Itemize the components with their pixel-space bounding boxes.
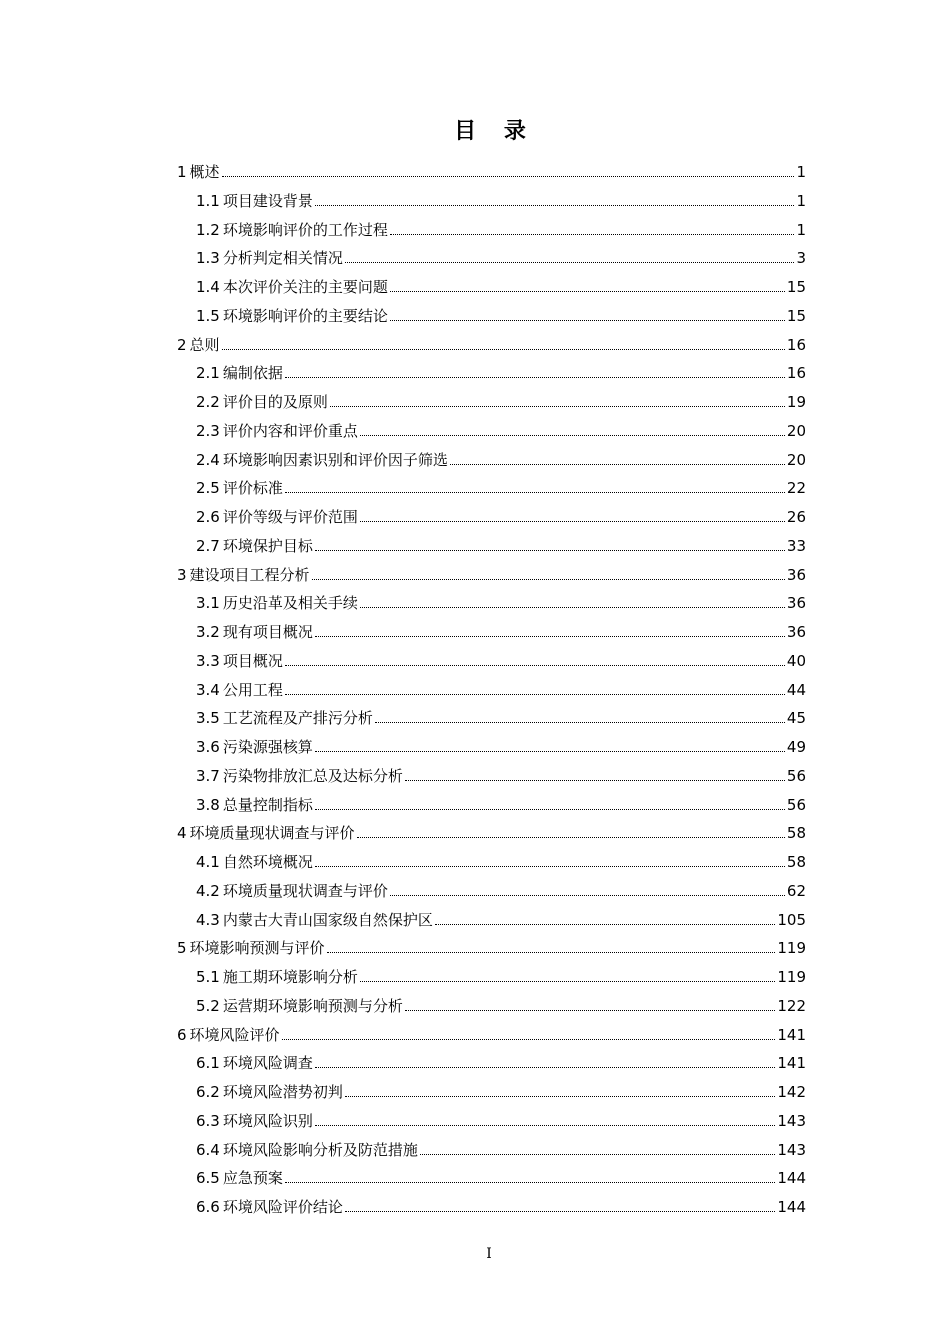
toc-dot-leader	[360, 521, 785, 522]
toc-entry-number: 3.4	[196, 680, 220, 699]
toc-entry-label: 污染物排放汇总及达标分析	[222, 766, 403, 785]
toc-entry[interactable]	[196, 269, 806, 297]
toc-entry-page: 119	[777, 968, 806, 986]
toc-entry-page: 119	[777, 939, 806, 958]
toc-entry-number: 2.3	[196, 421, 220, 440]
toc-entry[interactable]	[196, 902, 806, 930]
toc-entry-page: 1	[796, 191, 806, 210]
toc-entry-page: 58	[786, 853, 806, 871]
toc-entry-number: 1.1	[196, 191, 220, 210]
toc-entry-page: 1	[796, 163, 806, 181]
toc-entry[interactable]	[196, 614, 806, 642]
toc-entry-label: 工艺流程及产排污分析	[222, 709, 373, 728]
toc-entry-number: 6	[177, 1025, 187, 1044]
toc-entry-page: 16	[786, 335, 806, 354]
toc-entry[interactable]	[196, 959, 806, 987]
toc-entry-number: 6.6	[196, 1198, 220, 1216]
toc-dot-leader	[360, 607, 785, 608]
toc-entry-number: 6.2	[196, 1083, 220, 1101]
toc-entry-page: 20	[786, 421, 806, 440]
toc-entry-number: 3.3	[196, 651, 220, 670]
toc-entry[interactable]	[196, 643, 806, 671]
toc-entry-number: 4.1	[196, 853, 220, 871]
toc-entry[interactable]	[196, 499, 806, 527]
toc-entry-page: 141	[777, 1054, 806, 1073]
toc-entry-number: 4.2	[196, 881, 220, 900]
toc-entry-page: 36	[786, 623, 806, 641]
toc-entry-page: 56	[786, 795, 806, 814]
toc-entry-number: 3.6	[196, 738, 220, 756]
toc-entry-number: 2.4	[196, 450, 220, 469]
toc-dot-leader	[285, 665, 785, 666]
toc-entry-number: 5	[177, 939, 187, 958]
toc-dot-leader	[285, 377, 785, 378]
toc-entry[interactable]	[196, 183, 806, 211]
toc-entry-label: 公用工程	[222, 680, 283, 699]
toc-entry-label: 项目概况	[222, 651, 283, 670]
toc-entry-number: 2.2	[196, 393, 220, 411]
toc-entry-page: 49	[786, 738, 806, 756]
toc-entry[interactable]	[177, 557, 806, 585]
toc-entry[interactable]	[196, 988, 806, 1016]
toc-entry-number: 4	[177, 824, 187, 843]
toc-entry-page: 16	[786, 364, 806, 383]
toc-dot-leader	[345, 1211, 775, 1212]
toc-dot-leader	[375, 722, 785, 723]
toc-entry-page: 143	[777, 1111, 806, 1130]
toc-dot-leader	[285, 1182, 775, 1183]
toc-entry-number: 5.1	[196, 968, 220, 986]
toc-entry[interactable]	[177, 327, 806, 355]
toc-dot-leader	[405, 780, 785, 781]
toc-entry-page: 58	[786, 824, 806, 843]
toc-entry-number: 3.5	[196, 709, 220, 728]
toc-entry-number: 3.7	[196, 766, 220, 785]
toc-entry-label: 现有项目概况	[222, 623, 313, 641]
toc-entry-label: 环境风险潜势初判	[222, 1083, 343, 1101]
page-title: 目 录	[454, 119, 536, 144]
toc-entry-number: 5.2	[196, 996, 220, 1015]
toc-dot-leader	[285, 694, 785, 695]
toc-dot-leader	[285, 492, 785, 493]
toc-dot-leader	[315, 866, 785, 867]
toc-dot-leader	[390, 234, 795, 235]
toc-dot-leader	[390, 895, 785, 896]
toc-dot-leader	[315, 1125, 775, 1126]
toc-entry[interactable]	[196, 470, 806, 498]
toc-entry-label: 应急预案	[222, 1169, 283, 1188]
toc-entry-number: 3.2	[196, 623, 220, 641]
toc-dot-leader	[315, 751, 785, 752]
toc-entry-page: 45	[786, 709, 806, 728]
toc-dot-leader	[360, 981, 775, 982]
toc-entry-page: 22	[786, 479, 806, 498]
toc-entry-label: 本次评价关注的主要问题	[222, 278, 388, 296]
toc-entry-label: 环境影响因素识别和评价因子筛选	[222, 450, 448, 469]
toc-dot-leader	[315, 809, 785, 810]
toc-entry-page: 122	[777, 996, 806, 1015]
toc-dot-leader	[312, 579, 785, 580]
toc-entry[interactable]	[196, 873, 806, 901]
toc-entry[interactable]	[196, 844, 806, 872]
toc-entry-label: 环境影响评价的主要结论	[222, 306, 388, 325]
toc-entry[interactable]	[196, 442, 806, 470]
toc-entry[interactable]	[196, 1045, 806, 1073]
toc-entry-number: 1.5	[196, 306, 220, 325]
toc-entry-page: 141	[777, 1025, 806, 1044]
toc-entry-number: 3.1	[196, 594, 220, 613]
toc-entry-label: 评价等级与评价范围	[222, 508, 358, 526]
toc-entry-label: 环境风险评价	[189, 1025, 280, 1044]
toc-entry[interactable]	[196, 298, 806, 326]
page-number: I	[486, 1246, 492, 1262]
toc-entry-number: 6.4	[196, 1140, 220, 1159]
toc-entry-label: 环境风险影响分析及防范措施	[222, 1140, 418, 1159]
toc-entry-page: 20	[786, 450, 806, 469]
toc-entry-page: 105	[777, 910, 806, 929]
toc-entry-label: 内蒙古大青山国家级自然保护区	[222, 910, 433, 929]
toc-entry-number: 2.6	[196, 508, 220, 526]
toc-entry-page: 144	[777, 1198, 806, 1216]
toc-dot-leader	[360, 435, 785, 436]
toc-entry-label: 评价目的及原则	[222, 393, 328, 411]
toc-entry-number: 3	[177, 565, 187, 584]
toc-entry[interactable]	[177, 815, 806, 843]
toc-entry-page: 44	[786, 680, 806, 699]
toc-dot-leader	[420, 1154, 775, 1155]
toc-entry-number: 6.1	[196, 1054, 220, 1073]
toc-entry-page: 1	[796, 220, 806, 239]
toc-entry[interactable]	[177, 1017, 806, 1045]
toc-entry-page: 143	[777, 1140, 806, 1159]
toc-entry-label: 污染源强核算	[222, 738, 313, 756]
toc-entry[interactable]	[196, 1189, 806, 1217]
toc-entry-number: 4.3	[196, 910, 220, 929]
toc-entry-label: 环境影响评价的工作过程	[222, 220, 388, 239]
toc-entry-page: 36	[786, 565, 806, 584]
toc-entry-label: 建设项目工程分析	[189, 565, 310, 584]
toc-dot-leader	[450, 464, 785, 465]
toc-entry-page: 3	[796, 249, 806, 268]
toc-dot-leader	[315, 636, 785, 637]
toc-dot-leader	[345, 1096, 775, 1097]
toc-dot-leader	[345, 262, 795, 263]
toc-dot-leader	[390, 320, 785, 321]
toc-entry[interactable]	[196, 355, 806, 383]
toc-entry-number: 2.7	[196, 536, 220, 555]
toc-entry-page: 15	[786, 278, 806, 296]
toc-entry-page: 144	[777, 1169, 806, 1188]
toc-entry[interactable]	[196, 384, 806, 412]
toc-entry-label: 编制依据	[222, 364, 283, 383]
toc-entry-label: 总则	[189, 335, 220, 354]
toc-entry[interactable]	[196, 1103, 806, 1131]
toc-entry-page: 56	[786, 766, 806, 785]
toc-entry-label: 评价内容和评价重点	[222, 421, 358, 440]
toc-dot-leader	[315, 550, 785, 551]
toc-dot-leader	[435, 924, 775, 925]
toc-entry-page: 26	[786, 508, 806, 526]
toc-dot-leader	[330, 406, 785, 407]
toc-entry-label: 评价标准	[222, 479, 283, 498]
toc-entry-label: 环境质量现状调查与评价	[222, 881, 388, 900]
toc-entry-page: 19	[786, 393, 806, 411]
toc-dot-leader	[222, 176, 795, 177]
toc-entry[interactable]	[196, 528, 806, 556]
toc-entry-label: 运营期环境影响预测与分析	[222, 996, 403, 1015]
toc-entry-label: 环境风险评价结论	[222, 1198, 343, 1216]
toc-entry[interactable]	[196, 1132, 806, 1160]
toc-entry[interactable]	[196, 700, 806, 728]
toc-entry-number: 6.3	[196, 1111, 220, 1130]
toc-entry[interactable]	[196, 212, 806, 240]
toc-entry[interactable]	[177, 154, 806, 182]
toc-entry-number: 2.5	[196, 479, 220, 498]
toc-dot-leader	[282, 1039, 776, 1040]
toc-entry-label: 历史沿革及相关手续	[222, 594, 358, 613]
toc-entry-number: 1.3	[196, 249, 220, 268]
toc-entry[interactable]	[196, 1074, 806, 1102]
toc-entry[interactable]	[196, 787, 806, 815]
toc-entry-number: 1.2	[196, 220, 220, 239]
toc-entry-label: 概述	[189, 163, 220, 181]
toc-entry-label: 分析判定相关情况	[222, 249, 343, 268]
toc-dot-leader	[327, 952, 776, 953]
toc-entry[interactable]	[196, 672, 806, 700]
toc-entry-label: 环境风险识别	[222, 1111, 313, 1130]
toc-entry-number: 6.5	[196, 1169, 220, 1188]
toc-entry-label: 环境影响预测与评价	[189, 939, 325, 958]
toc-entry-label: 环境风险调查	[222, 1054, 313, 1073]
toc-dot-leader	[222, 349, 785, 350]
toc-entry-label: 自然环境概况	[222, 853, 313, 871]
toc-entry-number: 1	[177, 163, 187, 181]
toc-entry[interactable]	[177, 930, 806, 958]
toc-entry-page: 36	[786, 594, 806, 613]
toc-entry-number: 2.1	[196, 364, 220, 383]
toc-entry-label: 施工期环境影响分析	[222, 968, 358, 986]
toc-entry-page: 40	[786, 651, 806, 670]
toc-entry-label: 项目建设背景	[222, 191, 313, 210]
toc-entry-page: 33	[786, 536, 806, 555]
toc-entry-label: 环境保护目标	[222, 536, 313, 555]
toc-entry-label: 环境质量现状调查与评价	[189, 824, 355, 843]
toc-entry-label: 总量控制指标	[222, 795, 313, 814]
toc-entry[interactable]	[196, 729, 806, 757]
toc-entry-number: 3.8	[196, 795, 220, 814]
toc-entry-page: 62	[786, 881, 806, 900]
toc-entry-number: 2	[177, 335, 187, 354]
toc-entry[interactable]	[196, 758, 806, 786]
toc-entry-page: 15	[786, 306, 806, 325]
toc-entry[interactable]	[196, 413, 806, 441]
toc-dot-leader	[357, 837, 785, 838]
toc-dot-leader	[315, 205, 795, 206]
toc-entry[interactable]	[196, 585, 806, 613]
toc-dot-leader	[315, 1067, 775, 1068]
toc-dot-leader	[405, 1010, 775, 1011]
toc-dot-leader	[390, 291, 785, 292]
toc-entry-number: 1.4	[196, 278, 220, 296]
toc-entry[interactable]	[196, 1160, 806, 1188]
toc-entry-page: 142	[777, 1083, 806, 1101]
toc-entry[interactable]	[196, 240, 806, 268]
